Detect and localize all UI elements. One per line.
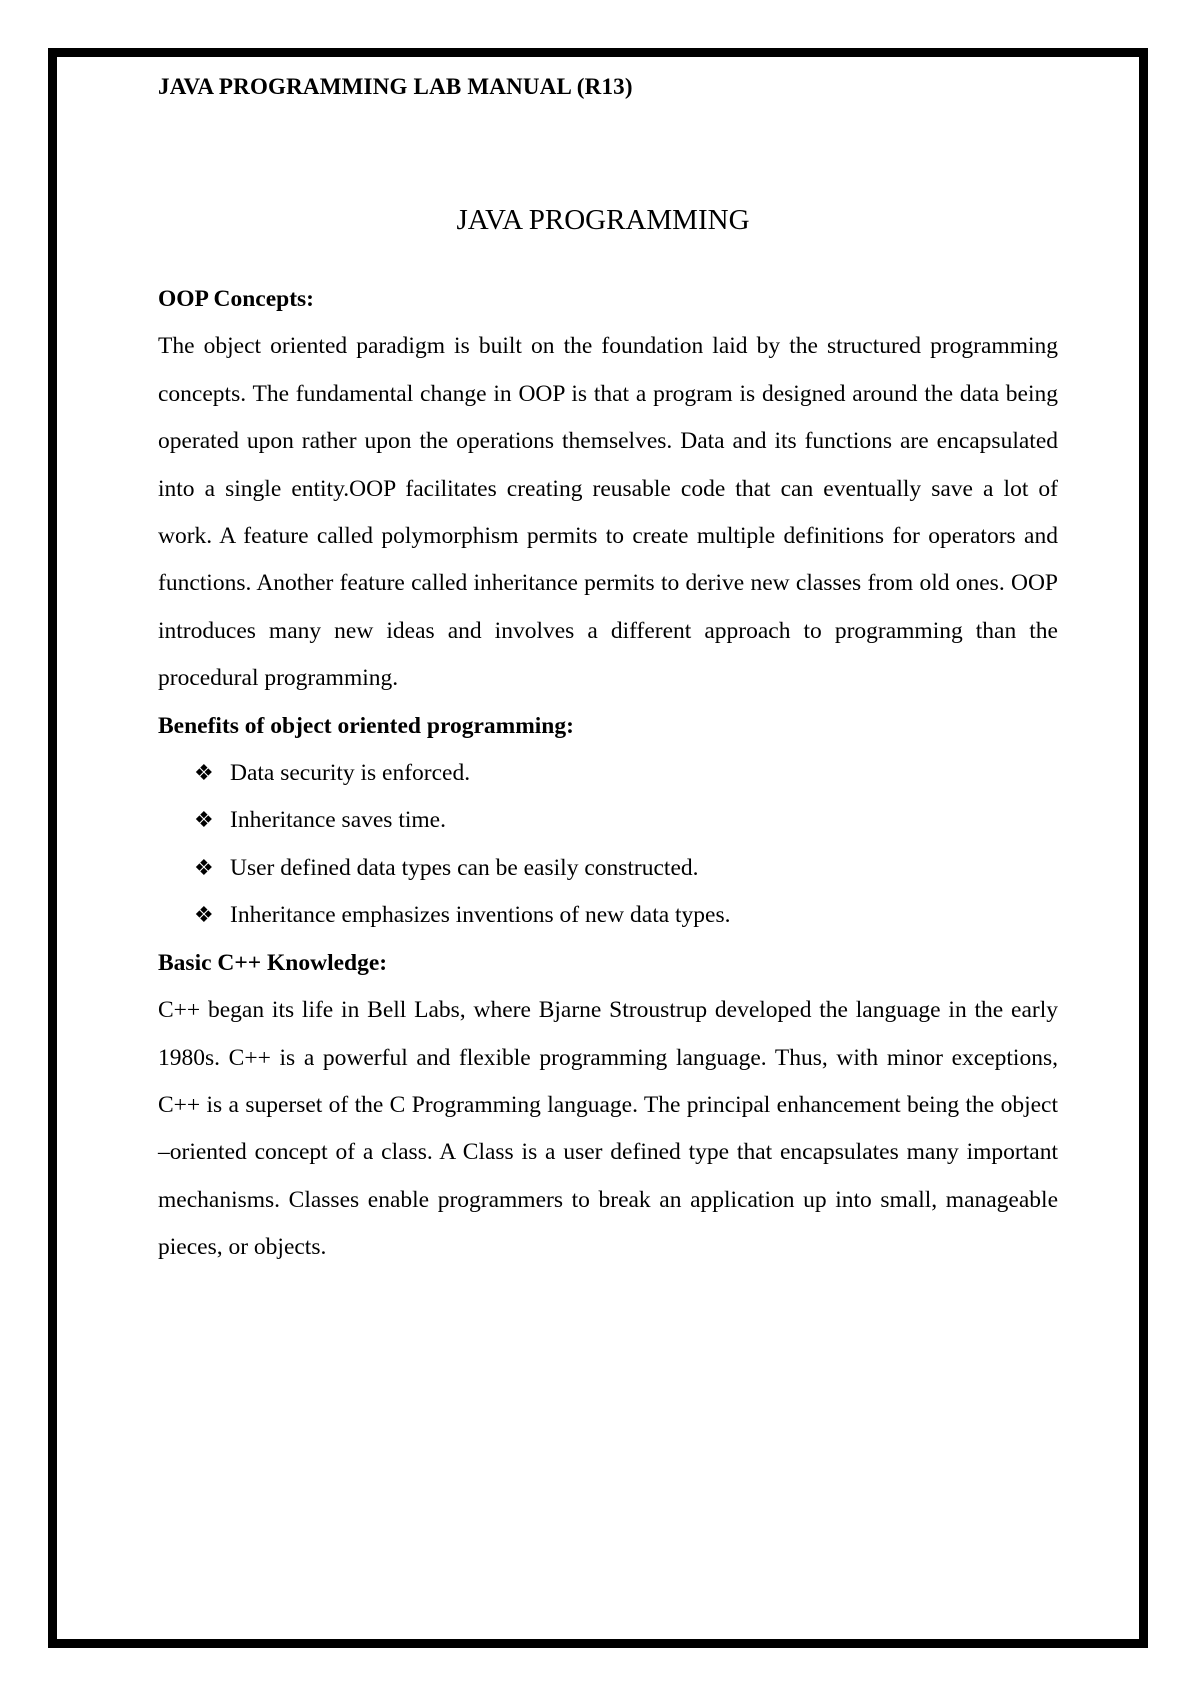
list-item	[194, 892, 1058, 939]
cpp-knowledge-paragraph: C++ began its life in Bell Labs, where Bjarne Stroustrup developed the language in the early 1980s. C++ is a powerful and flexible programming language. Thus, with minor exceptions, C++ is a superset of the C Programming language. The principal enhancement being the object –oriented concept of a class. A Class is a user defined type that encapsulates many important mechanisms. Classes enable programmers to break an application up into small, manageable pieces, or objects.	[158, 997, 1058, 1261]
list-item	[194, 750, 1058, 797]
page-title: JAVA PROGRAMMING	[456, 204, 750, 236]
list-item-text: User defined data types can be easily constructed.	[230, 854, 699, 881]
page-header: JAVA PROGRAMMING LAB MANUAL (R13)	[158, 74, 633, 99]
diamond-bullet-icon: ❖	[194, 808, 214, 834]
oop-concepts-heading: OOP Concepts:	[158, 286, 315, 312]
list-item-text: Data security is enforced.	[230, 760, 471, 787]
oop-concepts-paragraph: The object oriented paradigm is built on the foundation laid by the structured programming concepts. The fundamental change in OOP is that a program is designed around the data being operated upon rather upon the operations themselves. Data and its functions are encapsulated into a single entity.OOP facilitates creating reusable code that can eventually save a lot of work. A feature called polymorphism permits to create multiple definitions for operators and functions. Another feature called inheritance permits to derive new classes from old ones. OOP introduces many new ideas and involves a different approach to programming than the procedural programming.	[158, 333, 1058, 692]
cpp-knowledge-heading: Basic C++ Knowledge:	[158, 949, 388, 976]
diamond-bullet-icon: ❖	[194, 903, 214, 929]
list-item	[194, 797, 1058, 844]
diamond-bullet-icon: ❖	[194, 761, 214, 787]
benefits-list	[158, 750, 1058, 940]
diamond-bullet-icon: ❖	[194, 855, 214, 881]
list-item-text: Inheritance emphasizes inventions of new data types.	[230, 902, 731, 929]
list-item	[194, 845, 1058, 892]
list-item-text: Inheritance saves time.	[230, 807, 446, 834]
benefits-heading: Benefits of object oriented programming:	[158, 712, 574, 739]
document-body	[158, 276, 1058, 1272]
